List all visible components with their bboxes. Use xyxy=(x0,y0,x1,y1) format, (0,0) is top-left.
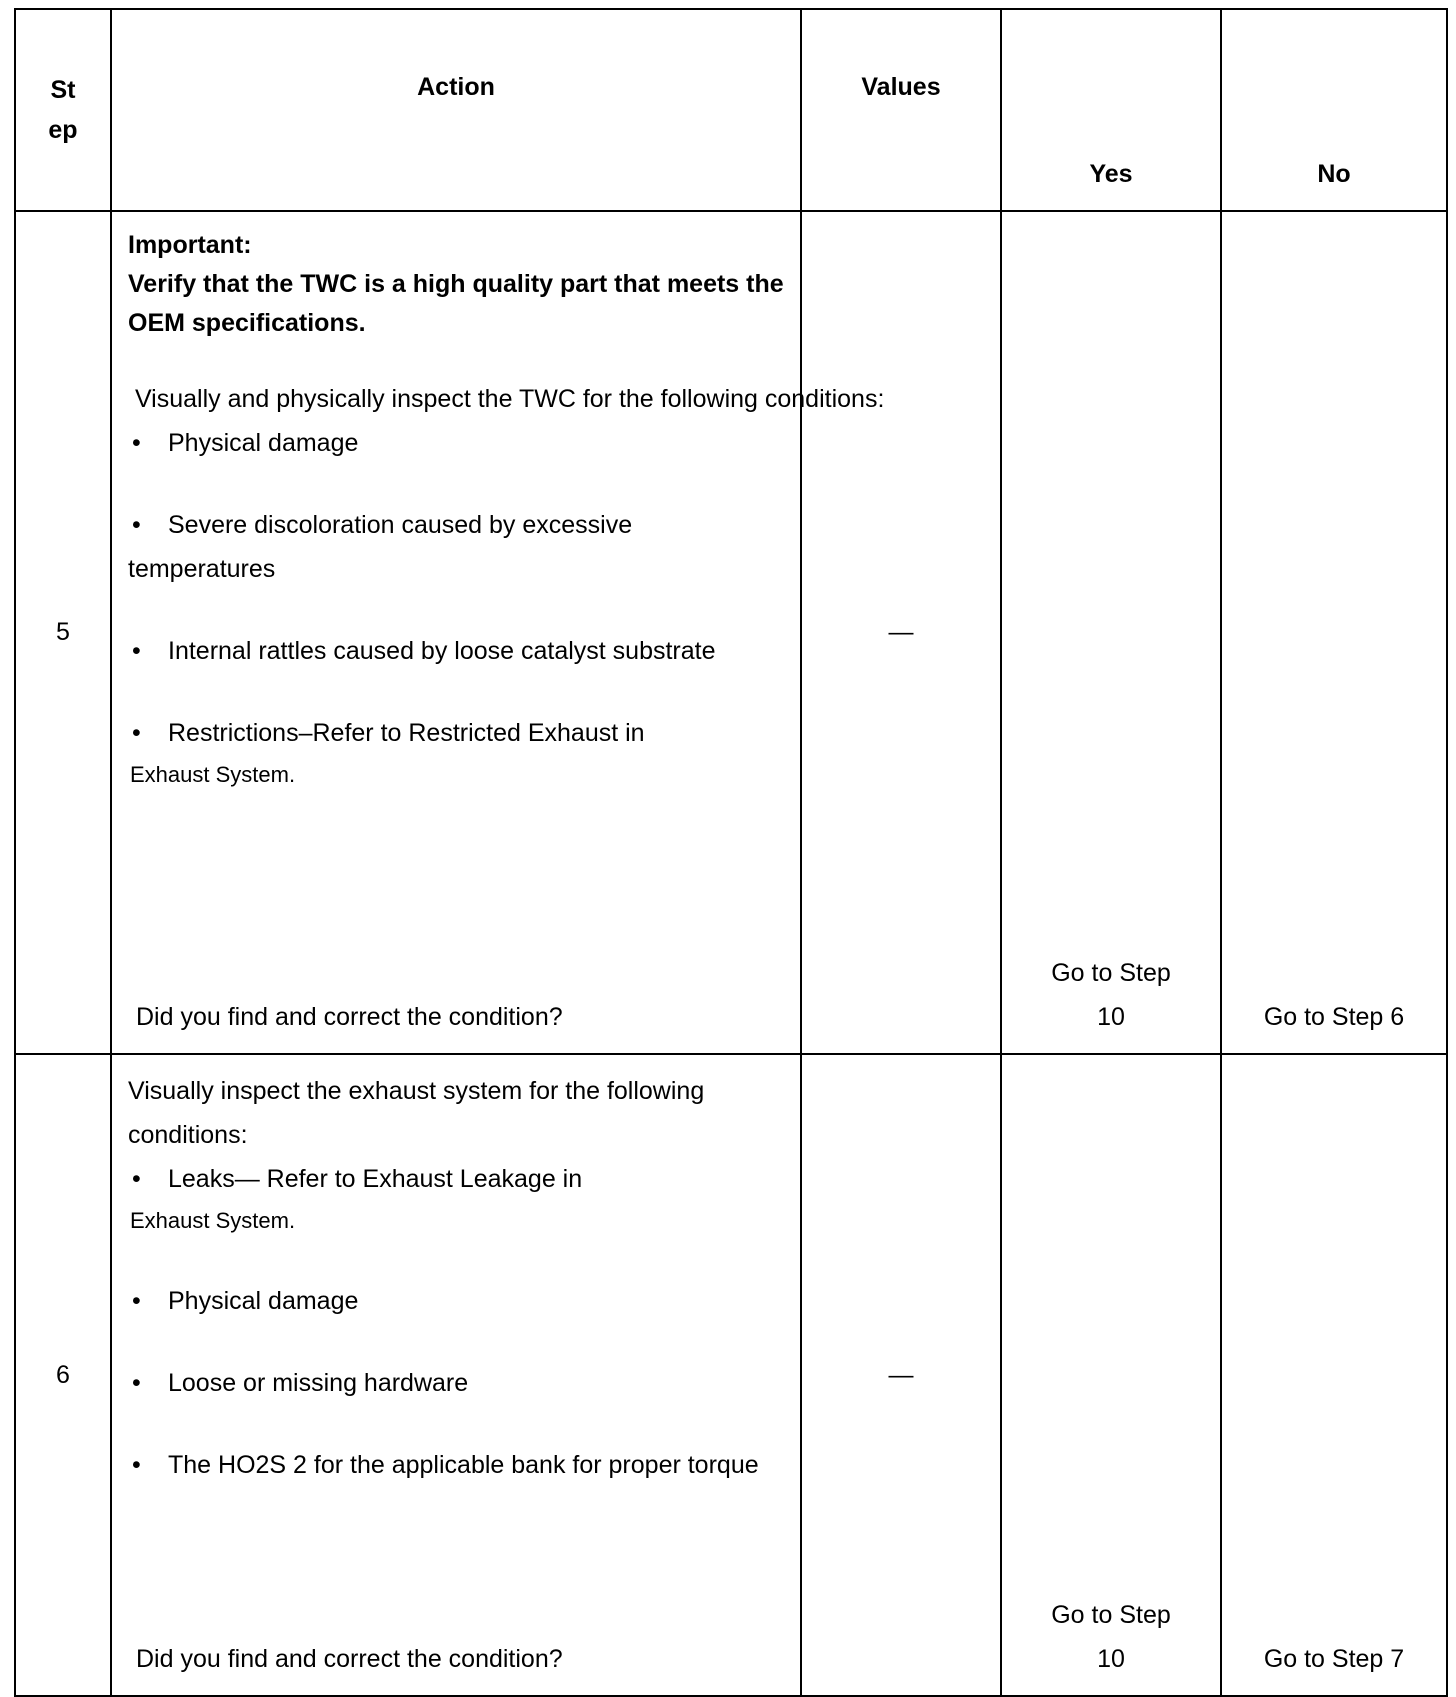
step-number: 5 xyxy=(15,211,111,1054)
header-action: Action xyxy=(111,9,801,211)
list-item-text: The HO2S 2 for the applicable bank for proper torque xyxy=(168,1451,759,1479)
step-number: 6 xyxy=(15,1054,111,1696)
action-cell xyxy=(111,1054,801,1696)
list-item xyxy=(128,503,784,591)
action-cell xyxy=(111,211,885,1054)
bullet-icon: • xyxy=(132,429,141,457)
question-text: Did you find and correct the condition? xyxy=(136,1003,563,1031)
yes-action: Go to Step 10 xyxy=(1051,959,1171,1031)
important-label: Important: xyxy=(128,231,252,259)
list-item xyxy=(128,1361,784,1405)
no-action: Go to Step 7 xyxy=(1263,1645,1405,1673)
reference-text: Exhaust System. xyxy=(130,762,296,787)
bullet-icon: • xyxy=(132,1369,141,1397)
header-yes: Yes xyxy=(1001,9,1221,211)
table-row xyxy=(15,211,1447,1054)
header-row xyxy=(15,9,1447,211)
header-no: No xyxy=(1221,9,1447,211)
table-row xyxy=(15,1054,1447,1696)
no-cell xyxy=(1221,1054,1447,1696)
list-item-text: Physical damage xyxy=(168,1287,359,1315)
question-text: Did you find and correct the condition? xyxy=(136,1645,563,1673)
yes-cell xyxy=(1001,211,1221,1054)
list-item-text: Loose or missing hardware xyxy=(168,1369,469,1397)
list-item-text: Restrictions–Refer to Restricted Exhaust in xyxy=(168,719,645,747)
list-item xyxy=(128,1443,784,1487)
list-item xyxy=(128,711,784,755)
bullet-icon: • xyxy=(132,1287,141,1315)
list-item-text: Internal rattles caused by loose catalyst substrate xyxy=(168,637,716,665)
values-cell: — xyxy=(801,1054,1001,1696)
list-item-text: Physical damage xyxy=(168,429,359,457)
bullet-icon: • xyxy=(132,1451,141,1479)
header-step xyxy=(15,9,111,211)
list-item-text: Leaks— Refer to Exhaust Leakage in xyxy=(168,1165,583,1193)
no-cell xyxy=(1221,211,1447,1054)
bullet-icon: • xyxy=(132,1165,141,1193)
yes-action: Go to Step 10 xyxy=(1051,1601,1171,1673)
diagnostic-table xyxy=(14,8,1448,1697)
list-item-text: Severe discoloration caused by excessive temperatures xyxy=(128,511,633,583)
values-cell: — xyxy=(801,211,1001,1054)
important-text: Verify that the TWC is a high quality part that meets the OEM specifications. xyxy=(128,270,784,337)
yes-cell xyxy=(1001,1054,1221,1696)
action-intro: Visually and physically inspect the TWC for the following conditions: xyxy=(128,385,885,413)
list-item xyxy=(128,1157,784,1201)
bullet-icon: • xyxy=(132,719,141,747)
no-action: Go to Step 6 xyxy=(1263,1003,1405,1031)
list-item xyxy=(128,1279,784,1323)
action-intro: Visually inspect the exhaust system for the following conditions: xyxy=(128,1077,705,1149)
bullet-icon: • xyxy=(132,637,141,665)
header-step-label: St ep xyxy=(48,76,78,144)
list-item xyxy=(128,421,784,465)
list-item xyxy=(128,629,784,673)
bullet-icon: • xyxy=(132,511,141,539)
header-values: Values xyxy=(801,9,1001,211)
reference-text: Exhaust System. xyxy=(130,1208,296,1233)
